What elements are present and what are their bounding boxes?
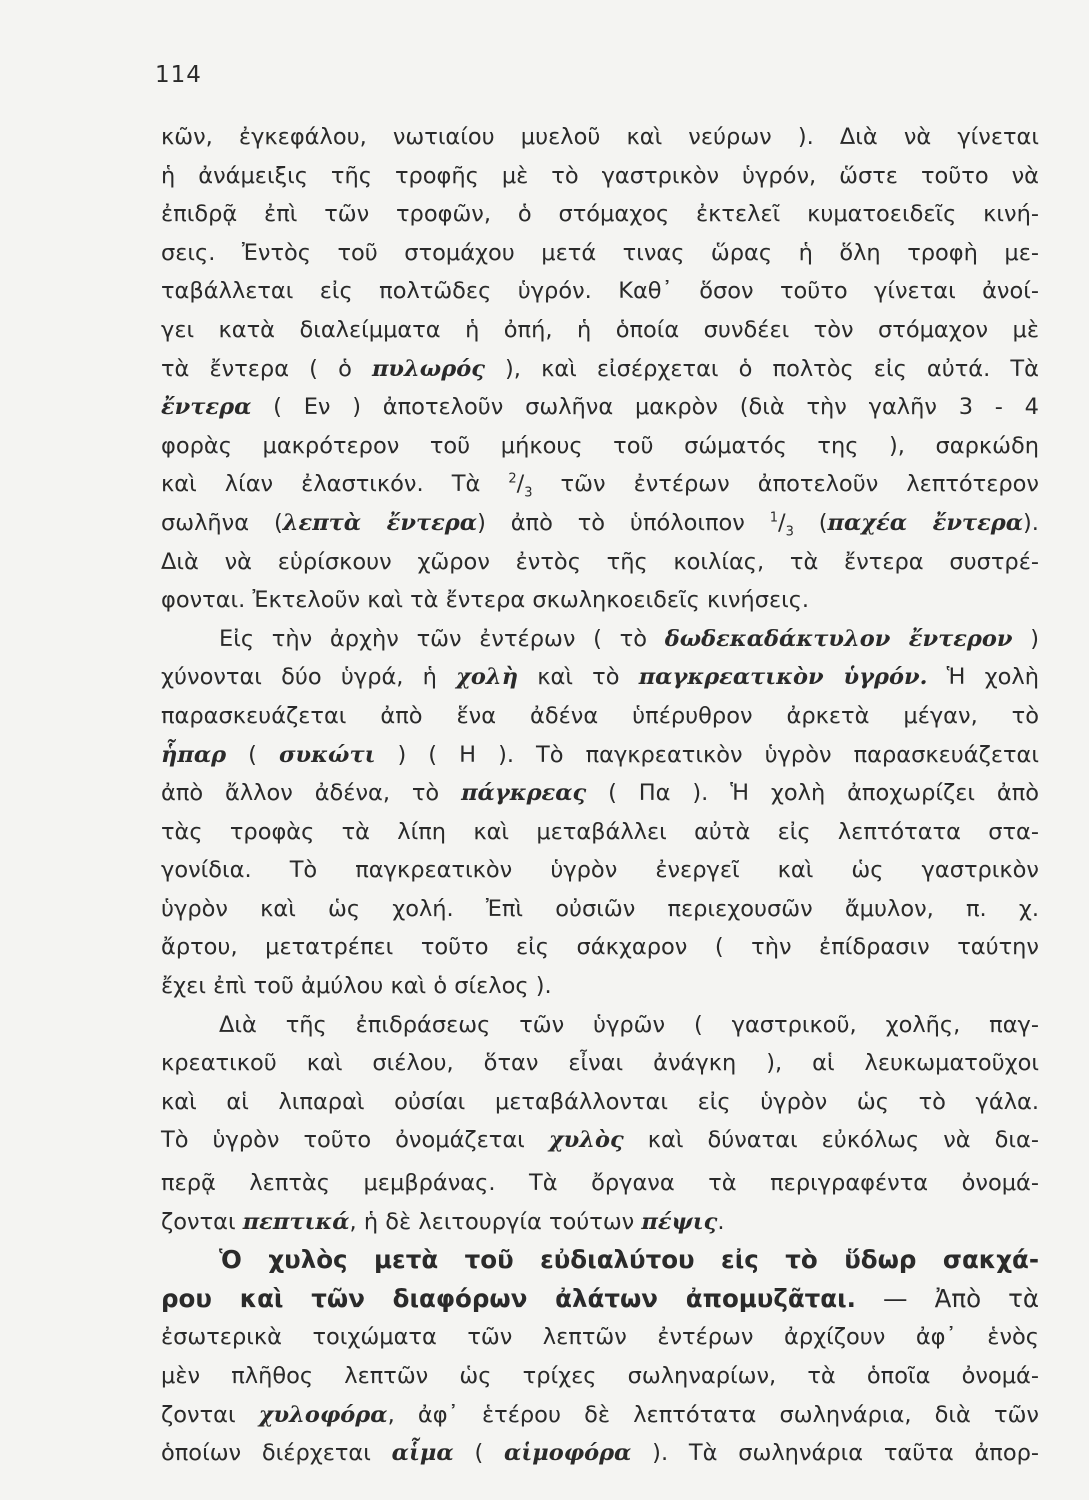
term-haima: αἷμα xyxy=(391,1440,454,1467)
body-text xyxy=(161,118,1039,1473)
line-15: χύνονται δύο ὑγρά, ἡ χολὴ καὶ τὸ παγκρεατικὸν ὑγρόν. Ἡ χολὴ xyxy=(161,664,1039,691)
section-heading: Ὁ χυλὸς μετὰ τοῦ εὐδιαλύτου εἰς τὸ ὕδωρ σακχά- xyxy=(219,1245,1039,1275)
line-25: κρεατικοῦ καὶ σιέλου, ὅταν εἶναι ἀνάγκη ), αἱ λευκωματοῦχοι xyxy=(161,1050,1039,1077)
line-5: ταβάλλεται εἰς πολτῶδες ὑγρόν. Καθ᾽ ὅσον τοῦτο γίνεται ἀνοί- xyxy=(161,278,1039,305)
term-entera: ἔντερα xyxy=(161,394,252,421)
line-24: Διὰ τῆς ἐπιδράσεως τῶν ὑγρῶν ( γαστρικοῦ, χολῆς, παγ- xyxy=(219,1011,1039,1038)
line-26: καὶ αἱ λιπαραὶ οὐσίαι μεταβάλλονται εἰς ὑγρὸν ὡς τὸ γάλα. xyxy=(161,1088,1039,1115)
line-29: ζονται πεπτικά, ἡ δὲ λειτουργία τούτων πέψις. xyxy=(161,1208,725,1235)
line-3: ἐπιδρᾷ ἐπὶ τῶν τροφῶν, ὁ στόμαχος ἐκτελεῖ κυματοειδεῖς κινή- xyxy=(161,201,1039,228)
line-23: ἔχει ἐπὶ τοῦ ἀμύλου καὶ ὁ σίελος ). xyxy=(161,973,552,1000)
line-8: ἔντερα ( Εν ) ἀποτελοῦν σωλῆνα μακρὸν (διὰ τὴν γαλῆν 3 - 4 xyxy=(161,394,1039,421)
line-33: μὲν πλῆθος λεπτῶν ὡς τρίχες σωληναρίων, τὰ ὁποῖα ὀνομά- xyxy=(161,1363,1039,1389)
line-19: τὰς τροφὰς τὰ λίπη καὶ μεταβάλλει αὐτὰ εἰς λεπτότατα στα- xyxy=(161,818,1039,845)
line-17: ἧπαρ ( συκώτι ) ( Η ). Τὸ παγκρεατικὸν ὑγρὸν παρασκευάζεται xyxy=(161,741,1039,768)
line-10: καὶ λίαν ἐλαστικόν. Τὰ $^2/_3$ τῶν ἐντέρων ἀποτελοῦν λεπτότερον xyxy=(161,471,1039,501)
line-20: γονίδια. Τὸ παγκρεατικὸν ὑγρὸν ἐνεργεῖ καὶ ὡς γαστρικὸν xyxy=(161,857,1039,884)
line-1: κῶν, ἐγκεφάλου, νωτιαίου μυελοῦ καὶ νεύρων ). Διὰ νὰ γίνεται xyxy=(161,124,1039,150)
term-hepar: ἧπαρ xyxy=(161,741,227,768)
term-chole: χολὴ xyxy=(456,664,519,691)
line-18: ἀπὸ ἄλλον ἀδένα, τὸ πάγκρεας ( Πα ). Ἡ χολὴ ἀποχωρίζει ἀπὸ xyxy=(161,780,1040,807)
term-peptika: πεπτικά xyxy=(242,1208,350,1235)
line-2: ἡ ἀνάμειξις τῆς τροφῆς μὲ τὸ γαστρικὸν ὑγρόν, ὥστε τοῦτο νὰ xyxy=(161,162,1039,189)
term-chylos: χυλὸς xyxy=(548,1127,624,1154)
term-pankreas: πάγκρεας xyxy=(461,780,587,807)
term-lepta-entera: λεπτὰ ἔντερα xyxy=(282,509,478,536)
line-6: γει κατὰ διαλείμματα ἡ ὀπή, ἡ ὁποία συνδέει τὸν στόμαχον μὲ xyxy=(161,316,1039,343)
line-22: ἄρτου, μετατρέπει τοῦτο εἰς σάκχαρον ( τὴν ἐπίδρασιν ταύτην xyxy=(161,934,1039,961)
line-14: Εἰς τὴν ἀρχὴν τῶν ἐντέρων ( τὸ δωδεκαδάκτυλον ἔντερον ) xyxy=(219,625,1040,652)
line-34: ζονται χυλοφόρα, ἀφ᾽ ἑτέρου δὲ λεπτότατα σωληνάρια, διὰ τῶν xyxy=(161,1401,1039,1428)
line-12: Διὰ νὰ εὑρίσκουν χῶρον ἐντὸς τῆς κοιλίας, τὰ ἔντερα συστρέ- xyxy=(161,548,1039,575)
line-13: φονται. Ἐκτελοῦν καὶ τὰ ἔντερα σκωληκοειδεῖς κινήσεις. xyxy=(161,587,810,614)
term-sykoti: συκώτι xyxy=(278,741,376,768)
line-7: τὰ ἔντερα ( ὁ πυλωρός ), καὶ εἰσέρχεται ὁ πολτὸς εἰς αὐτά. Τὰ xyxy=(161,355,1039,382)
line-28: περᾷ λεπτὰς μεμβράνας. Τὰ ὄργανα τὰ περιγραφέντα ὀνομά- xyxy=(161,1170,1039,1197)
line-21: ὑγρὸν καὶ ὡς χολή. Ἐπὶ οὐσιῶν περιεχουσῶν ἄμυλον, π. χ. xyxy=(161,895,1039,922)
page-number: 114 xyxy=(155,62,202,88)
line-32: ἐσωτερικὰ τοιχώματα τῶν λεπτῶν ἐντέρων ἀρχίζουν ἀφ᾽ ἑνὸς xyxy=(161,1324,1039,1351)
section-heading-cont: ρου καὶ τῶν διαφόρων ἀλάτων ἀπομυζᾶται. xyxy=(161,1283,856,1313)
term-haimofora: αἱμοφόρα xyxy=(504,1440,632,1467)
term-pankreatikon: παγκρεατικὸν ὑγρόν. xyxy=(638,664,928,691)
line-16: παρασκευάζεται ἀπὸ ἕνα ἀδένα ὑπέρυθρον ἀρκετὰ μέγαν, τὸ xyxy=(161,702,1039,729)
line-30 xyxy=(161,1241,1039,1280)
line-27: Τὸ ὑγρὸν τοῦτο ὀνομάζεται χυλὸς καὶ δύναται εὐκόλως νὰ δια- xyxy=(161,1127,1039,1154)
line-9: φορὰς μακρότερον τοῦ μήκους τοῦ σώματός της ), σαρκώδη xyxy=(161,432,1039,459)
term-pepsis: πέψις xyxy=(641,1208,718,1235)
line-4: σεις. Ἐντὸς τοῦ στομάχου μετά τινας ὥρας ἡ ὅλη τροφὴ με- xyxy=(161,239,1039,266)
term-pachea-entera: παχέα ἔντερα xyxy=(827,509,1024,536)
line-31: ρου καὶ τῶν διαφόρων ἀλάτων ἀπομυζᾶται. — Ἀπὸ τὰ xyxy=(161,1283,1040,1313)
term-pylorus: πυλωρός xyxy=(371,355,485,382)
term-chylofora: χυλοφόρα xyxy=(258,1401,388,1428)
term-dodekadaktylon: δωδεκαδάκτυλον ἔντερον xyxy=(664,625,1013,652)
line-11: σωλῆνα (λεπτὰ ἔντερα) ἀπὸ τὸ ὑπόλοιπον $^1/_3$ (παχέα ἔντερα). xyxy=(161,509,1039,540)
line-35: ὁποίων διέρχεται αἷμα ( αἱμοφόρα ). Τὰ σωληνάρια ταῦτα ἀπορ- xyxy=(161,1440,1039,1467)
